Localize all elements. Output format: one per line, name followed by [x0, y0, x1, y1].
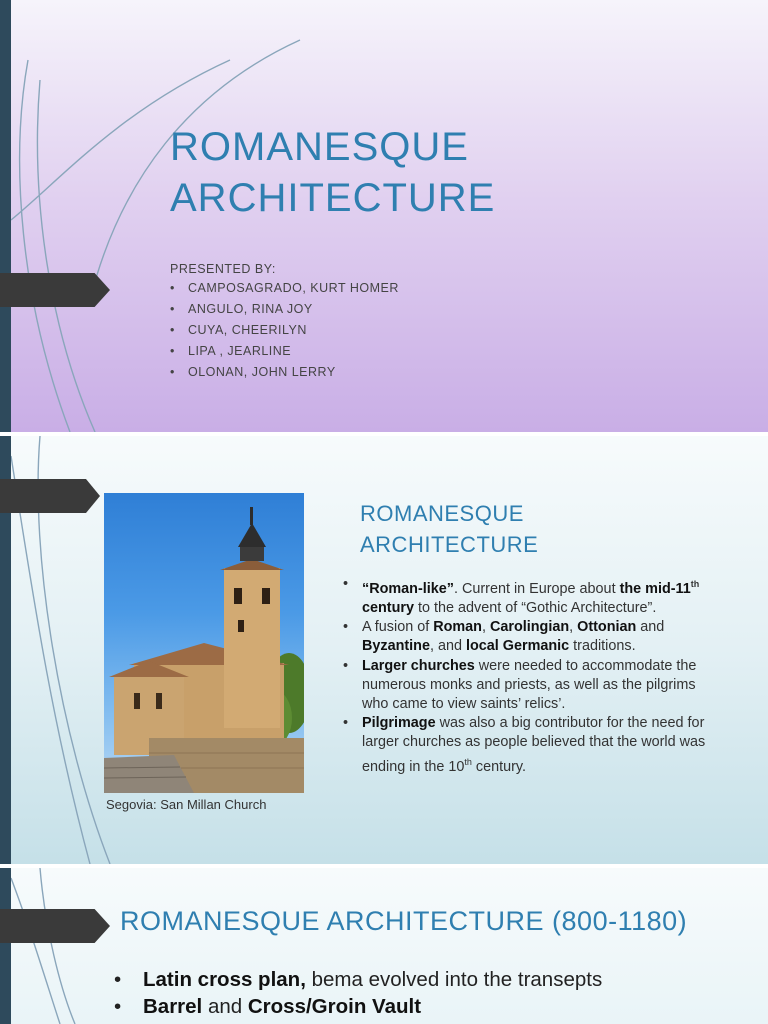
title-slide [0, 0, 768, 432]
left-accent-bar [0, 0, 11, 432]
bullet-item [343, 657, 723, 715]
bold-text: Cross/Groin Vault [247, 995, 422, 1018]
bold-text: Carolingian [489, 619, 570, 636]
bold-text: Byzantine [362, 638, 430, 655]
slide-title: ROMANESQUE ARCHITECTURE (800-1180) [120, 906, 688, 936]
text: was also a big contributor for the need for larger churches as people believed that the world was ending in the 10 [362, 715, 706, 775]
arrow-marker [0, 479, 100, 513]
bold-text: local Germanic [466, 638, 570, 655]
title-line-1: ROMANESQUE [360, 501, 524, 526]
superscript: th [464, 756, 472, 767]
bold-text: Barrel [143, 995, 203, 1018]
presenters-block [170, 262, 399, 386]
bold-text: Latin cross plan, [143, 968, 306, 991]
content-slide [0, 868, 768, 1024]
title-line-2: ARCHITECTURE [360, 532, 539, 557]
bullet-item [343, 575, 723, 618]
text: century. [471, 758, 527, 775]
text: , and [429, 638, 466, 655]
text: traditions. [569, 638, 636, 655]
title-line-1: ROMANESQUE [170, 125, 469, 169]
bullet-item [114, 993, 602, 1020]
bold-text: Roman [433, 619, 482, 636]
presenter-item: • OLONAN, JOHN LERRY [170, 365, 399, 386]
photo-caption: Segovia: San Millan Church [106, 797, 267, 812]
presenter-item: • CAMPOSAGRADO, KURT HOMER [170, 281, 399, 302]
bold-text: the mid-11 [619, 580, 691, 597]
bold-text: “Roman-like” [362, 580, 454, 597]
text: bema evolved into the transepts [305, 968, 603, 991]
left-accent-bar [0, 868, 11, 1024]
presented-by-label: PRESENTED BY: [170, 262, 276, 276]
bullet-item [343, 714, 723, 776]
bullet-list [114, 966, 602, 1020]
title-line-2: ARCHITECTURE [170, 176, 496, 220]
text: , [481, 619, 490, 636]
church-photo [104, 493, 304, 793]
arrow-marker [0, 909, 110, 943]
bullet-item [114, 966, 602, 993]
text: to the advent of “Gothic Architecture”. [413, 600, 657, 616]
content-slide [0, 436, 768, 864]
bold-text: Pilgrimage [362, 715, 436, 732]
slide-title [360, 498, 538, 560]
superscript: th [690, 579, 700, 589]
bold-text: Larger churches [362, 657, 475, 674]
presenter-item: • ANGULO, RINA JOY [170, 302, 399, 323]
arrow-marker [0, 273, 110, 307]
presenter-item: • CUYA, CHEERILYN [170, 323, 399, 344]
presenter-list [170, 281, 399, 386]
church-photo-icon [104, 493, 304, 793]
text: and [202, 995, 248, 1018]
bullet-list [343, 575, 723, 777]
text: A fusion of [362, 619, 434, 636]
text: and [636, 619, 665, 636]
presenter-item: • LIPA , JEARLINE [170, 344, 399, 365]
bold-text: century [362, 600, 414, 616]
text: , [569, 619, 578, 636]
bold-text: Ottonian [577, 619, 637, 636]
text: . Current in Europe about [453, 580, 620, 597]
slide-title [170, 122, 670, 224]
bullet-item [343, 618, 723, 656]
text: were needed to accommodate the numerous monks and priests, as well as the pilgrims who came to view saints’ relics’. [362, 657, 697, 713]
